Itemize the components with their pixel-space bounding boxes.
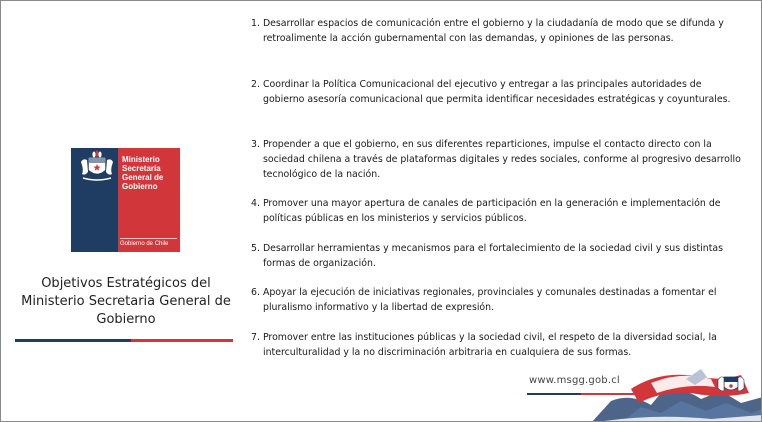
objective-item	[251, 196, 743, 226]
title-underline-red	[131, 339, 233, 342]
government-logo	[71, 148, 180, 252]
objective-number: 3.	[251, 139, 260, 150]
objective-number: 1.	[251, 18, 260, 29]
objective-text: Promover una mayor apertura de canales de participación en la generación e implementación de políticas públicas en los ministerios y servicios públicos.	[262, 198, 721, 224]
government-label: Gobierno de Chile	[120, 241, 169, 247]
corner-decoration-icon	[591, 363, 762, 422]
slide-title: Objetivos Estratégicos del Ministerio Secretaria General de Gobierno	[21, 276, 231, 327]
objective-number: 5.	[251, 243, 260, 254]
title-underline	[15, 339, 233, 342]
objective-number: 7.	[251, 332, 260, 343]
objective-item	[251, 285, 743, 315]
objective-text: Apoyar la ejecución de iniciativas regionales, provinciales y comunales destinadas a fomentar el pluralismo informativo y la libertad de expresión.	[262, 287, 717, 313]
objective-text: Desarrollar herramientas y mecanismos para el fortalecimiento de la sociedad civil y sus distintas formas de organización.	[262, 243, 724, 269]
logo-divider	[120, 238, 177, 239]
objective-item	[251, 330, 743, 360]
objective-item	[251, 77, 743, 107]
objective-text: Propender a que el gobierno, en sus diferentes reparticiones, impulse el contacto directo con la sociedad chilena a través de plataformas digitales y redes sociales, conforme al progresivo desarrollo tecnológico de la nación.	[262, 139, 741, 180]
website-link[interactable]: www.msgg.gob.cl	[529, 375, 620, 386]
objective-item	[251, 137, 743, 182]
coat-of-arms-icon	[77, 150, 117, 186]
objective-number: 6.	[251, 287, 260, 298]
objective-item	[251, 16, 743, 46]
ministry-name: Ministerio Secretaría General de Gobierno	[122, 155, 164, 191]
objective-number: 2.	[251, 79, 260, 90]
title-underline-blue	[15, 339, 131, 342]
website-underline-blue	[527, 393, 581, 395]
logo-blue-panel	[71, 148, 118, 252]
logo-red-panel	[118, 148, 180, 252]
objective-number: 4.	[251, 198, 260, 209]
objective-text: Desarrollar espacios de comunicación entre el gobierno y la ciudadanía de modo que se difunda y retroalimente la acción gubernamental con las demandas, y opiniones de las personas.	[262, 18, 724, 44]
objective-item	[251, 241, 743, 271]
objective-text: Coordinar la Política Comunicacional del ejecutivo y entregar a las principales autoridades de gobierno asesoría comunicacional que permita identificar necesidades estratégicas y coyunturales.	[262, 79, 731, 105]
objective-text: Promover entre las instituciones públicas y la sociedad civil, el respeto de la diversidad social, la interculturalidad y la no discriminación arbitraria en cualquiera de sus formas.	[262, 332, 717, 358]
